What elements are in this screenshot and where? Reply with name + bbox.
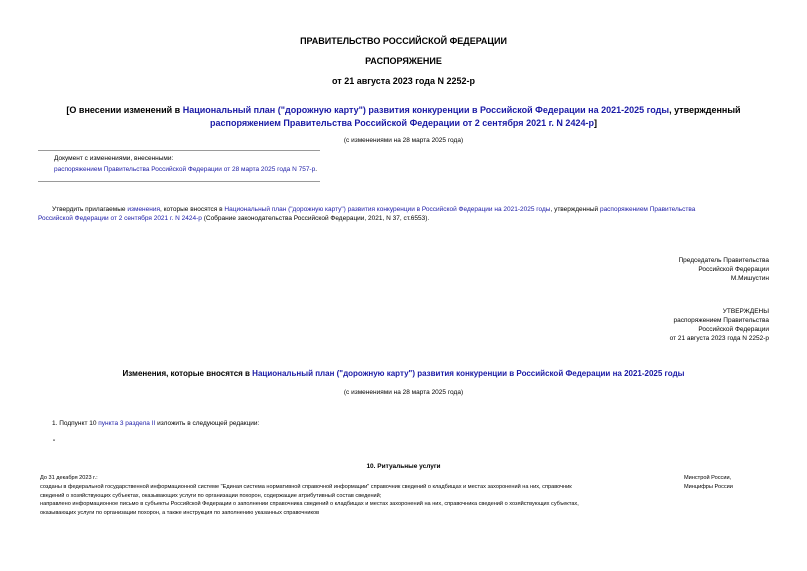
changes-label: Документ с изменениями, внесенными: bbox=[54, 155, 174, 162]
approved-line-2: распоряжением Правительства bbox=[673, 317, 769, 324]
item-1-link-section[interactable]: пункта 3 раздела II bbox=[98, 420, 156, 427]
changes-revision-note: (с изменениями на 28 марта 2025 года) bbox=[343, 389, 464, 396]
signature-line-2: Российской Федерации bbox=[698, 266, 769, 273]
signature-block bbox=[678, 256, 769, 283]
body-link-decree-2424-part1[interactable]: распоряжением Правительства bbox=[599, 206, 696, 213]
revision-note: (с изменениями на 28 марта 2025 года) bbox=[343, 137, 464, 144]
document-date-number: от 21 августа 2023 года N 2252-р bbox=[332, 76, 475, 86]
title-suffix: ] bbox=[593, 118, 597, 128]
section-responsible bbox=[684, 474, 733, 492]
changes-title bbox=[0, 369, 807, 378]
body-text-2: , которые вносятся в bbox=[160, 206, 225, 213]
document-title bbox=[0, 104, 807, 130]
changes-entry bbox=[54, 165, 317, 174]
body-link-changes[interactable]: изменения bbox=[127, 206, 160, 213]
approved-block bbox=[670, 307, 769, 343]
title-mid: , утвержденный bbox=[669, 105, 741, 115]
section-deadline: До 31 декабря 2023 г.: bbox=[40, 475, 98, 481]
title-link-decree-2424[interactable]: распоряжением Правительства Российской Федерации от 2 сентября 2021 г. N 2424-р bbox=[210, 118, 594, 128]
body-link-decree-2424-part2[interactable]: Российской Федерации от 2 сентября 2021 г. N 2424-р bbox=[38, 215, 202, 222]
section-text-2: сведений о хозяйствующих субъектах, оказывающих услуги по организации похорон, содержащие атрибутивный состав сведений; bbox=[40, 492, 382, 499]
title-link-national-plan[interactable]: Национальный план ("дорожную карту") развития конкуренции в Российской Федерации на 2021-2025 годы bbox=[182, 105, 670, 115]
item-1-text-1: 1. Подпункт 10 bbox=[52, 420, 99, 427]
approved-line-3: Российской Федерации bbox=[698, 326, 769, 333]
section-title: 10. Ритуальные услуги bbox=[366, 463, 441, 470]
responsible-2: Минцифры России bbox=[684, 483, 733, 490]
divider-bottom bbox=[38, 181, 320, 182]
body-link-national-plan[interactable]: Национальный план ("дорожную карту") развития конкуренции в Российской Федерации на 2021-2025 годы bbox=[224, 206, 551, 213]
body-text-1: Утвердить прилагаемые bbox=[52, 206, 128, 213]
approved-line-1: УТВЕРЖДЕНЫ bbox=[722, 308, 769, 315]
changes-title-prefix: Изменения, которые вносятся в bbox=[122, 369, 253, 378]
title-prefix: [О внесении изменений в bbox=[66, 105, 183, 115]
approved-line-4: от 21 августа 2023 года N 2252-р bbox=[669, 335, 769, 342]
document-type-heading: РАСПОРЯЖЕНИЕ bbox=[365, 56, 442, 66]
changes-title-link-national-plan[interactable]: Национальный план ("дорожную карту") развития конкуренции в Российской Федерации на 2021-2025 годы bbox=[252, 369, 685, 378]
signature-line-1: Председатель Правительства bbox=[678, 257, 769, 264]
changes-link-suffix: . bbox=[315, 166, 318, 173]
item-1-text-2: изложить в следующей редакции: bbox=[155, 420, 260, 427]
quote-mark: " bbox=[53, 439, 56, 446]
section-text-4: оказывающих услуги по организации похорон, а также инструкция по заполнению указанных справочников bbox=[40, 510, 320, 517]
responsible-1: Минстрой России, bbox=[684, 475, 732, 481]
item-1 bbox=[52, 419, 259, 428]
body-paragraph bbox=[38, 205, 770, 223]
divider-top bbox=[38, 150, 320, 151]
section-body bbox=[40, 474, 680, 518]
changes-link-decree-757[interactable]: распоряжением Правительства Российской Федерации от 28 марта 2025 года N 757-р bbox=[54, 166, 316, 173]
government-heading: ПРАВИТЕЛЬСТВО РОССИЙСКОЙ ФЕДЕРАЦИИ bbox=[300, 36, 507, 46]
section-text-3: направлено информационное письмо в субъекты Российской Федерации о заполнении справочника сведений о кладбищах и местах захоронений на них, справочника сведений о хозяйствующих субъектах, bbox=[40, 501, 579, 508]
section-text-1: созданы в федеральной государственной информационной системе "Единая система нормативной справочной информации" справочник сведений о кладбищах и местах захоронений на них, справочник bbox=[40, 483, 572, 490]
signature-line-3: М.Мишустин bbox=[730, 275, 769, 282]
body-text-4: (Собрание законодательства Российской Федерации, 2021, N 37, ст.6553). bbox=[201, 215, 430, 222]
body-text-3: , утвержденный bbox=[550, 206, 600, 213]
